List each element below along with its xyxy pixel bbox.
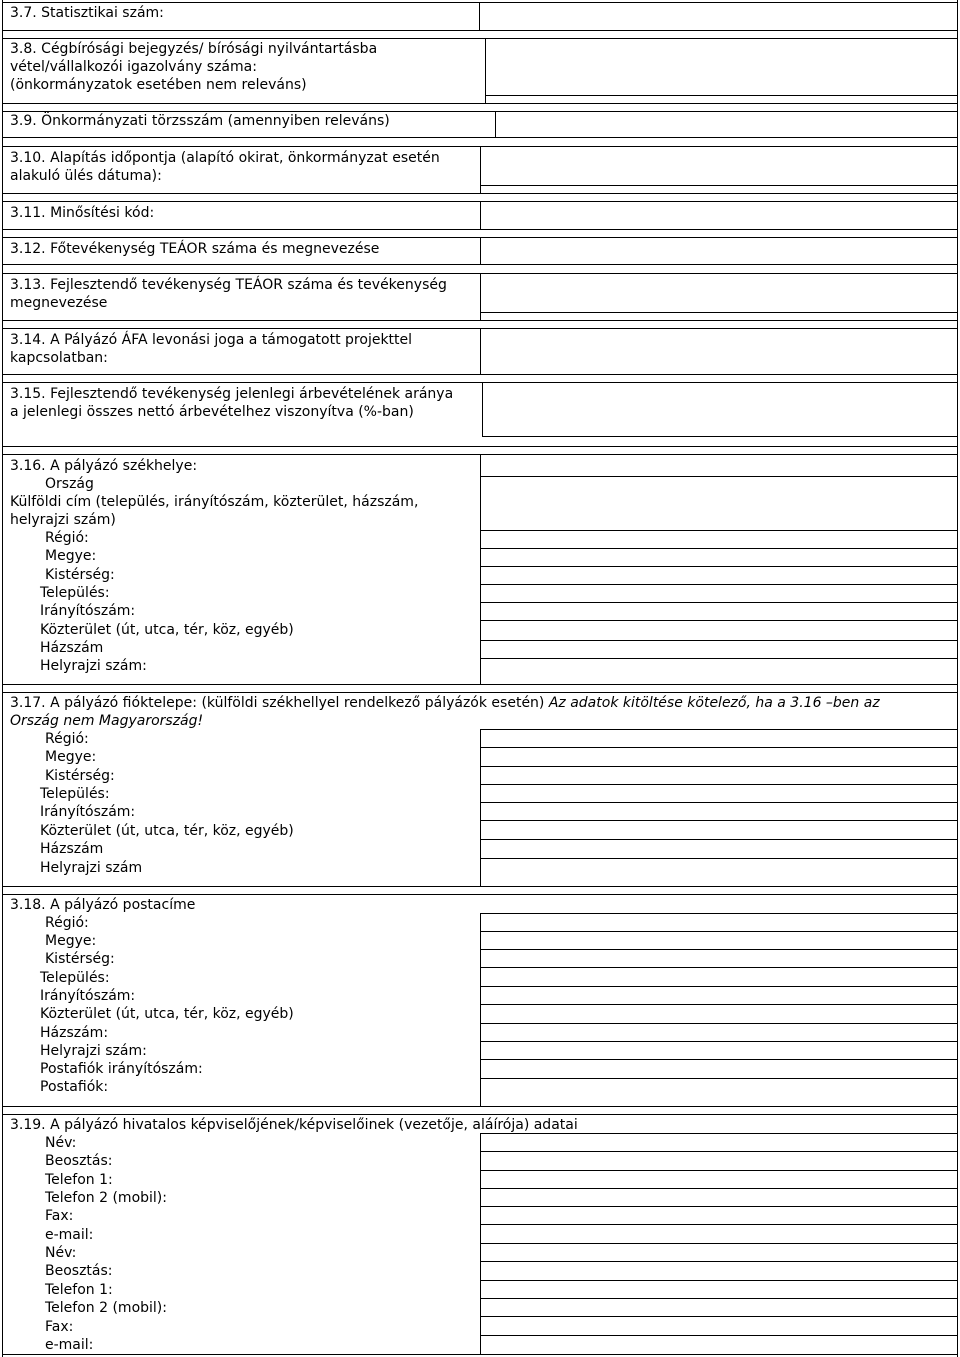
hazszam-label: Házszám	[40, 640, 104, 656]
label-3-9: 3.9. Önkormányzati törzsszám (amennyiben releváns)	[10, 113, 390, 129]
postafiok-iranyitoszam-label: Postafiók irányítószám:	[40, 1061, 203, 1077]
section-title: 3.16. A pályázó székhelye:	[10, 458, 198, 474]
iranyitoszam-label: Irányítószám:	[40, 988, 136, 1004]
telefon2-label: Telefon 2 (mobil):	[45, 1190, 167, 1206]
megye-label: Megye:	[45, 749, 97, 765]
label-3-15-line2: a jelenlegi összes nettó árbevételhez viszonyítva (%-ban)	[10, 404, 414, 420]
regio-label: Régió:	[45, 731, 89, 747]
label-3-8-line3: (önkormányzatok esetében nem releváns)	[10, 77, 307, 93]
label-3-12: 3.12. Főtevékenység TEÁOR száma és megnevezése	[10, 241, 380, 257]
kisterseg-label: Kistérség:	[45, 768, 115, 784]
kisterseg-label: Kistérség:	[45, 567, 115, 583]
beosztas-label: Beosztás:	[45, 1263, 113, 1279]
regio-label: Régió:	[45, 530, 89, 546]
beosztas-label: Beosztás:	[45, 1153, 113, 1169]
section-title-normal: 3.17. A pályázó fióktelepe: (külföldi székhellyel rendelkező pályázók esetén)	[10, 695, 545, 711]
helyrajzi-szam-label: Helyrajzi szám:	[40, 658, 147, 674]
iranyitoszam-label: Irányítószám:	[40, 603, 136, 619]
label-3-8-line2: vétel/vállalkozói igazolvány száma:	[10, 59, 257, 75]
label-3-8-line1: 3.8. Cégbírósági bejegyzés/ bírósági nyilvántartásba	[10, 41, 378, 57]
megye-label: Megye:	[45, 548, 97, 564]
hazszam-label: Házszám:	[40, 1025, 109, 1041]
telefon1-label: Telefon 1:	[45, 1172, 113, 1188]
email-label: e-mail:	[45, 1337, 94, 1353]
label-3-7: 3.7. Statisztikai szám:	[10, 5, 164, 21]
kulfoldi-cim-label-line2: helyrajzi szám)	[10, 512, 116, 528]
nev-label: Név:	[45, 1135, 77, 1151]
label-3-15-line1: 3.15. Fejlesztendő tevékenység jelenlegi árbevételének aránya	[10, 386, 454, 402]
kozterulet-label: Közterület (út, utca, tér, köz, egyéb)	[40, 1006, 294, 1022]
regio-label: Régió:	[45, 915, 89, 931]
fax-label: Fax:	[45, 1208, 74, 1224]
telepules-label: Település:	[40, 970, 110, 986]
label-3-13-line1: 3.13. Fejlesztendő tevékenység TEÁOR száma és tevékenység	[10, 277, 447, 293]
section-title: 3.19. A pályázó hivatalos képviselőjének/képviselőinek (vezetője, aláírója) adatai	[10, 1117, 578, 1133]
kisterseg-label: Kistérség:	[45, 951, 115, 967]
label-3-13-line2: megnevezése	[10, 295, 108, 311]
label-3-11: 3.11. Minősítési kód:	[10, 205, 155, 221]
helyrajzi-szam-label: Helyrajzi szám	[40, 860, 143, 876]
kozterulet-label: Közterület (út, utca, tér, köz, egyéb)	[40, 823, 294, 839]
fax-label: Fax:	[45, 1319, 74, 1335]
telepules-label: Település:	[40, 786, 110, 802]
section-title: 3.18. A pályázó postacíme	[10, 897, 196, 913]
telefon1-label: Telefon 1:	[45, 1282, 113, 1298]
section-title	[10, 694, 952, 712]
orszag-label: Ország	[45, 476, 94, 492]
email-label: e-mail:	[45, 1227, 94, 1243]
megye-label: Megye:	[45, 933, 97, 949]
hazszam-label: Házszám	[40, 841, 104, 857]
label-3-14-line2: kapcsolatban:	[10, 350, 108, 366]
iranyitoszam-label: Irányítószám:	[40, 804, 136, 820]
label-3-10-line1: 3.10. Alapítás időpontja (alapító okirat, önkormányzat esetén	[10, 150, 440, 166]
label-3-14-line1: 3.14. A Pályázó ÁFA levonási joga a támogatott projekttel	[10, 332, 413, 348]
helyrajzi-szam-label: Helyrajzi szám:	[40, 1043, 147, 1059]
postafiok-label: Postafiók:	[40, 1079, 109, 1095]
section-title-italic: Az adatok kitöltése kötelező, ha a 3.16 –ben az	[548, 695, 880, 711]
label-3-10-line2: alakuló ülés dátuma):	[10, 168, 162, 184]
telepules-label: Település:	[40, 585, 110, 601]
kozterulet-label: Közterület (út, utca, tér, köz, egyéb)	[40, 622, 294, 638]
nev-label: Név:	[45, 1245, 77, 1261]
section-title-italic-line2: Ország nem Magyarország!	[10, 713, 204, 729]
telefon2-label: Telefon 2 (mobil):	[45, 1300, 167, 1316]
kulfoldi-cim-label-line1: Külföldi cím (település, irányítószám, közterület, házszám,	[10, 494, 419, 510]
